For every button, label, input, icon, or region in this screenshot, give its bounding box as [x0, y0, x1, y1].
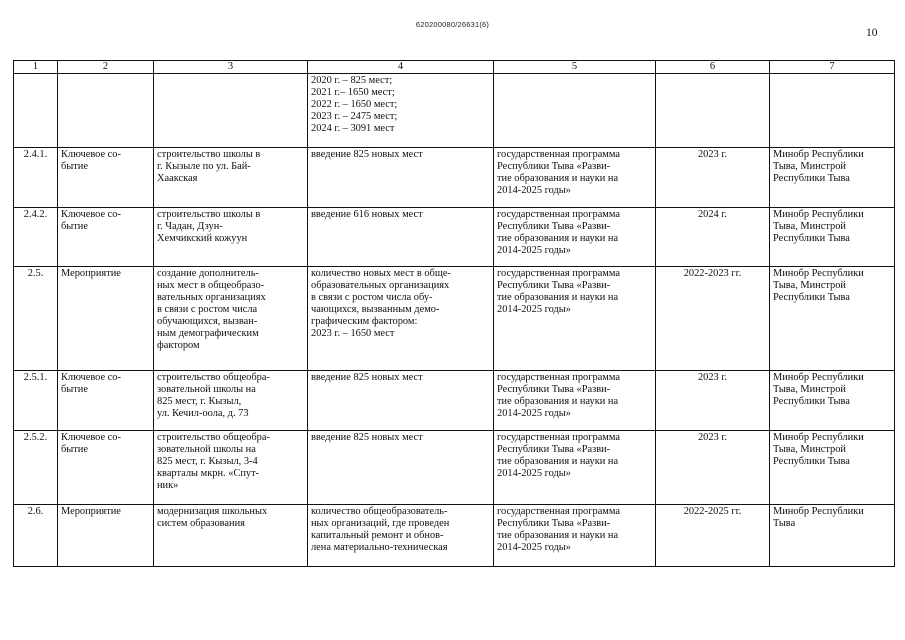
row-number: 2.5.1. — [14, 371, 58, 431]
table-row — [14, 505, 895, 567]
table-row — [14, 148, 895, 208]
table-row — [14, 371, 895, 431]
row-number — [14, 74, 58, 148]
column-header: 2 — [58, 61, 154, 74]
row-date: 2022-2025 гг. — [656, 505, 770, 567]
row-indicator: введение 825 новых мест — [308, 148, 494, 208]
table-row — [14, 74, 895, 148]
column-header: 5 — [494, 61, 656, 74]
row-description — [154, 74, 308, 148]
row-date: 2024 г. — [656, 208, 770, 267]
row-description: строительство общеобра- зовательной школы на 825 мест, г. Кызыл, 3-4 кварталы мкрн. «Спут- ник» — [154, 431, 308, 505]
row-type: Ключевое со- бытие — [58, 371, 154, 431]
row-description: создание дополнитель- ных мест в общеобразо- вательных организациях в связи с ростом числа обучающихся, вызван- ным демографическим фактором — [154, 267, 308, 371]
page-number: 10 — [866, 27, 878, 39]
row-date: 2023 г. — [656, 148, 770, 208]
row-responsible: Минобр Республики Тыва, Минстрой Республики Тыва — [770, 208, 895, 267]
table-row — [14, 267, 895, 371]
row-program — [494, 74, 656, 148]
row-responsible: Минобр Республики Тыва — [770, 505, 895, 567]
row-date — [656, 74, 770, 148]
row-description: строительство школы в г. Кызыле по ул. Бай- Хаакская — [154, 148, 308, 208]
row-responsible: Минобр Республики Тыва, Минстрой Республики Тыва — [770, 267, 895, 371]
column-header: 6 — [656, 61, 770, 74]
table-row — [14, 431, 895, 505]
row-number: 2.4.2. — [14, 208, 58, 267]
row-responsible: Минобр Республики Тыва, Минстрой Республики Тыва — [770, 148, 895, 208]
column-header: 4 — [308, 61, 494, 74]
table-row — [14, 208, 895, 267]
row-number: 2.4.1. — [14, 148, 58, 208]
row-program: государственная программа Республики Тыва «Разви- тие образования и науки на 2014-2025 годы» — [494, 148, 656, 208]
row-program: государственная программа Республики Тыва «Разви- тие образования и науки на 2014-2025 годы» — [494, 505, 656, 567]
row-responsible — [770, 74, 895, 148]
document-id: 620200080/26631(6) — [415, 20, 490, 29]
row-date: 2023 г. — [656, 371, 770, 431]
row-date: 2022-2023 гг. — [656, 267, 770, 371]
row-indicator: количество общеобразователь- ных организаций, где проведен капитальный ремонт и обнов- лена материально-техническая — [308, 505, 494, 567]
row-description: строительство общеобра- зовательной школы на 825 мест, г. Кызыл, ул. Кечил-оола, д. 73 — [154, 371, 308, 431]
row-indicator: 2020 г. – 825 мест; 2021 г.– 1650 мест; 2022 г. – 1650 мест; 2023 г. – 2475 мест; 2024 г. – 3091 мест — [308, 74, 494, 148]
row-description: модернизация школьных систем образования — [154, 505, 308, 567]
column-header: 3 — [154, 61, 308, 74]
row-indicator: введение 825 новых мест — [308, 371, 494, 431]
row-description: строительство школы в г. Чадан, Дзун- Хемчикский кожуун — [154, 208, 308, 267]
row-type — [58, 74, 154, 148]
row-type: Ключевое со- бытие — [58, 148, 154, 208]
row-program: государственная программа Республики Тыва «Разви- тие образования и науки на 2014-2025 годы» — [494, 431, 656, 505]
row-number: 2.5. — [14, 267, 58, 371]
row-type: Ключевое со- бытие — [58, 431, 154, 505]
row-type: Мероприятие — [58, 505, 154, 567]
row-date: 2023 г. — [656, 431, 770, 505]
column-header: 7 — [770, 61, 895, 74]
activities-table — [13, 60, 895, 567]
row-type: Ключевое со- бытие — [58, 208, 154, 267]
row-responsible: Минобр Республики Тыва, Минстрой Республики Тыва — [770, 371, 895, 431]
table-header-row — [14, 61, 895, 74]
column-header: 1 — [14, 61, 58, 74]
row-type: Мероприятие — [58, 267, 154, 371]
row-indicator: введение 616 новых мест — [308, 208, 494, 267]
row-program: государственная программа Республики Тыва «Разви- тие образования и науки на 2014-2025 годы» — [494, 267, 656, 371]
row-responsible: Минобр Республики Тыва, Минстрой Республики Тыва — [770, 431, 895, 505]
row-number: 2.6. — [14, 505, 58, 567]
row-program: государственная программа Республики Тыва «Разви- тие образования и науки на 2014-2025 годы» — [494, 371, 656, 431]
row-indicator: количество новых мест в обще- образовательных организациях в связи с ростом числа обу- чающихся, вызванным демо- графическим фактором: 2023 г. – 1650 мест — [308, 267, 494, 371]
row-indicator: введение 825 новых мест — [308, 431, 494, 505]
row-program: государственная программа Республики Тыва «Разви- тие образования и науки на 2014-2025 годы» — [494, 208, 656, 267]
row-number: 2.5.2. — [14, 431, 58, 505]
